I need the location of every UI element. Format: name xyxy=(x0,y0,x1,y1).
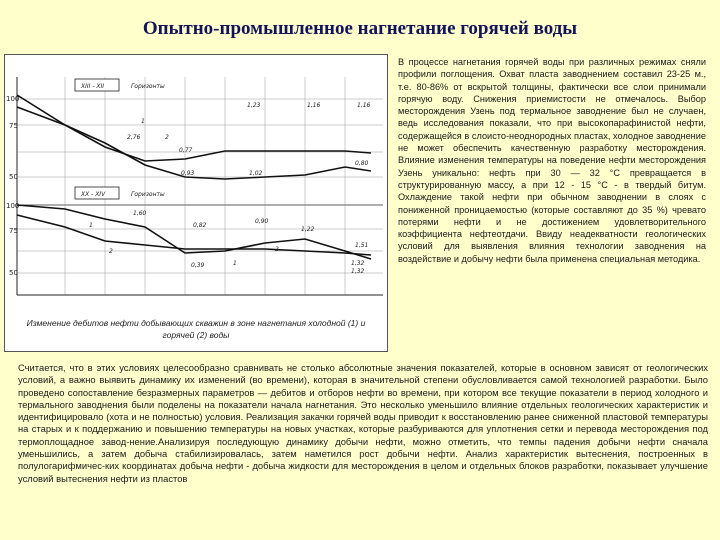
top-chart xyxy=(6,77,383,205)
bottom-y-tick: 100 xyxy=(6,202,20,210)
bottom-chart xyxy=(6,187,383,295)
bottom-legend-label: Горизонты xyxy=(131,191,165,198)
figure-caption: Изменение дебитов нефти добывающих скважин в зоне нагнетания холодной (1) и горячей (2) воды xyxy=(26,318,366,340)
bottom-curve-label: 1 xyxy=(89,222,93,229)
top-point-label: 0,80 xyxy=(355,160,369,167)
top-point-label: 1,16 xyxy=(307,102,321,109)
bottom-point-label: 1,60 xyxy=(133,210,147,217)
right-paragraph: В процессе нагнетания горячей воды при различных режимах сняли профили поглощения. Охват пласта заводнением составил 23-25 м., т.е. 80-86% от вскрытой толщины, фактически все слои принимали горячую воду. Снижения приемистости не отмечалось. Выбор месторождения Узень под термальное заводнение был не случаен, ведь исследования показали, что при высокопарафинистой нефти, содержащейся в слоисто-неоднородных пластах, холодное заводнение не может обеспечить качественную разработку месторождения. Влияние изменения температуры на поведение нефти месторождения Узень уникально: нефть при 30 — 32 °С превращается в структурированную массу, а при 12 - 15 °С - в твердый битум. Охлаждение такой нефти при обычном заводнении в слоях с пониженной проницаемостью (которые составляют до 35 %) чревато потерями нефти и не достижением удовлетворительного коэффициента нефтеотдачи. Ввиду неадекватности геологических условий для выявления влияния технологии заводнения на воздействие и добычу нефти была применена специальная методика. xyxy=(398,57,706,264)
bottom-y-tick: 75 xyxy=(9,227,18,235)
bottom-curve-label: 1 xyxy=(233,260,237,267)
top-point-label: 0,93 xyxy=(181,170,195,177)
top-curve-label: 1 xyxy=(141,118,145,125)
bottom-curve-2 xyxy=(17,215,371,255)
bottom-point-label: 0,39 xyxy=(191,262,205,269)
page-title: Опытно-промышленное нагнетание горячей воды xyxy=(142,18,578,39)
bottom-paragraph: Считается, что в этих условиях целесообразно сравнивать не столько абсолютные значения показателей, которые в основном зависят от геологических условий, а важно выявить динамику их изменений (во времени), которая в значительной степени обусловливается самой технологией разработки. Было проведено сопоставление безразмерных параметров — дебитов и отборов нефти во времени, при котором все текущие показатели в период холодного и термального заводнения были поделены на показатели начала нагнетания. Это несколько уменьшило влияние отдельных геологических характеристик и идентифицировало (хота и не полностью) условия. Реализация закачки горячей воды приводит к восстановлению ранее сниженной пластовой температуры на старых и к поддержанию и повышению температуры на новых участках, которые разбуриваются для уплотнения сетки и перевода месторождения под термоплощадное завод-нение.Анализируя последующую динамику добычи нефти, можно отметить, что темпы падения добычи нефти сначала уменьшились, а затем добыча стабилизировалась, затем наметился рост добычи нефти. Анализ характеристик вытеснения, построенных в полулогарифмичес-ких координатах добыча нефти - добыча жидкости для месторождения в целом и отдельных блоков разработки, показывает улучшение условий вытеснения нефти из пластов xyxy=(18,362,708,484)
figure-panel xyxy=(4,54,388,352)
figure-graphic xyxy=(5,55,387,351)
top-y-tick: 50 xyxy=(9,173,18,181)
bottom-curve-label: 2 xyxy=(275,246,279,253)
bottom-point-label: 1,51 xyxy=(355,242,369,249)
bottom-y-tick: 50 xyxy=(9,269,18,277)
top-point-label: 2,76 xyxy=(127,134,141,141)
top-point-label: 1,02 xyxy=(249,170,263,177)
top-curve-label: 2 xyxy=(165,134,169,141)
top-point-label: 1,23 xyxy=(247,102,261,109)
top-y-tick: 75 xyxy=(9,122,18,130)
top-curve-1 xyxy=(17,107,371,179)
top-legend-label: Горизонты xyxy=(131,83,165,90)
top-legend-box-label: XIII - XII xyxy=(81,83,105,90)
bottom-point-label: 1,32 xyxy=(351,268,365,275)
top-y-tick: 100 xyxy=(6,95,20,103)
bottom-point-label: 0,82 xyxy=(193,222,207,229)
top-point-label: 0,77 xyxy=(179,147,193,154)
bottom-curve-label: 2 xyxy=(109,248,113,255)
bottom-point-label: 1,22 xyxy=(301,226,315,233)
top-point-label: 1,16 xyxy=(357,102,371,109)
bottom-point-label: 1,32 xyxy=(351,260,365,267)
bottom-point-label: 0,90 xyxy=(255,218,269,225)
bottom-legend-box-label: XX - XIV xyxy=(81,191,106,198)
